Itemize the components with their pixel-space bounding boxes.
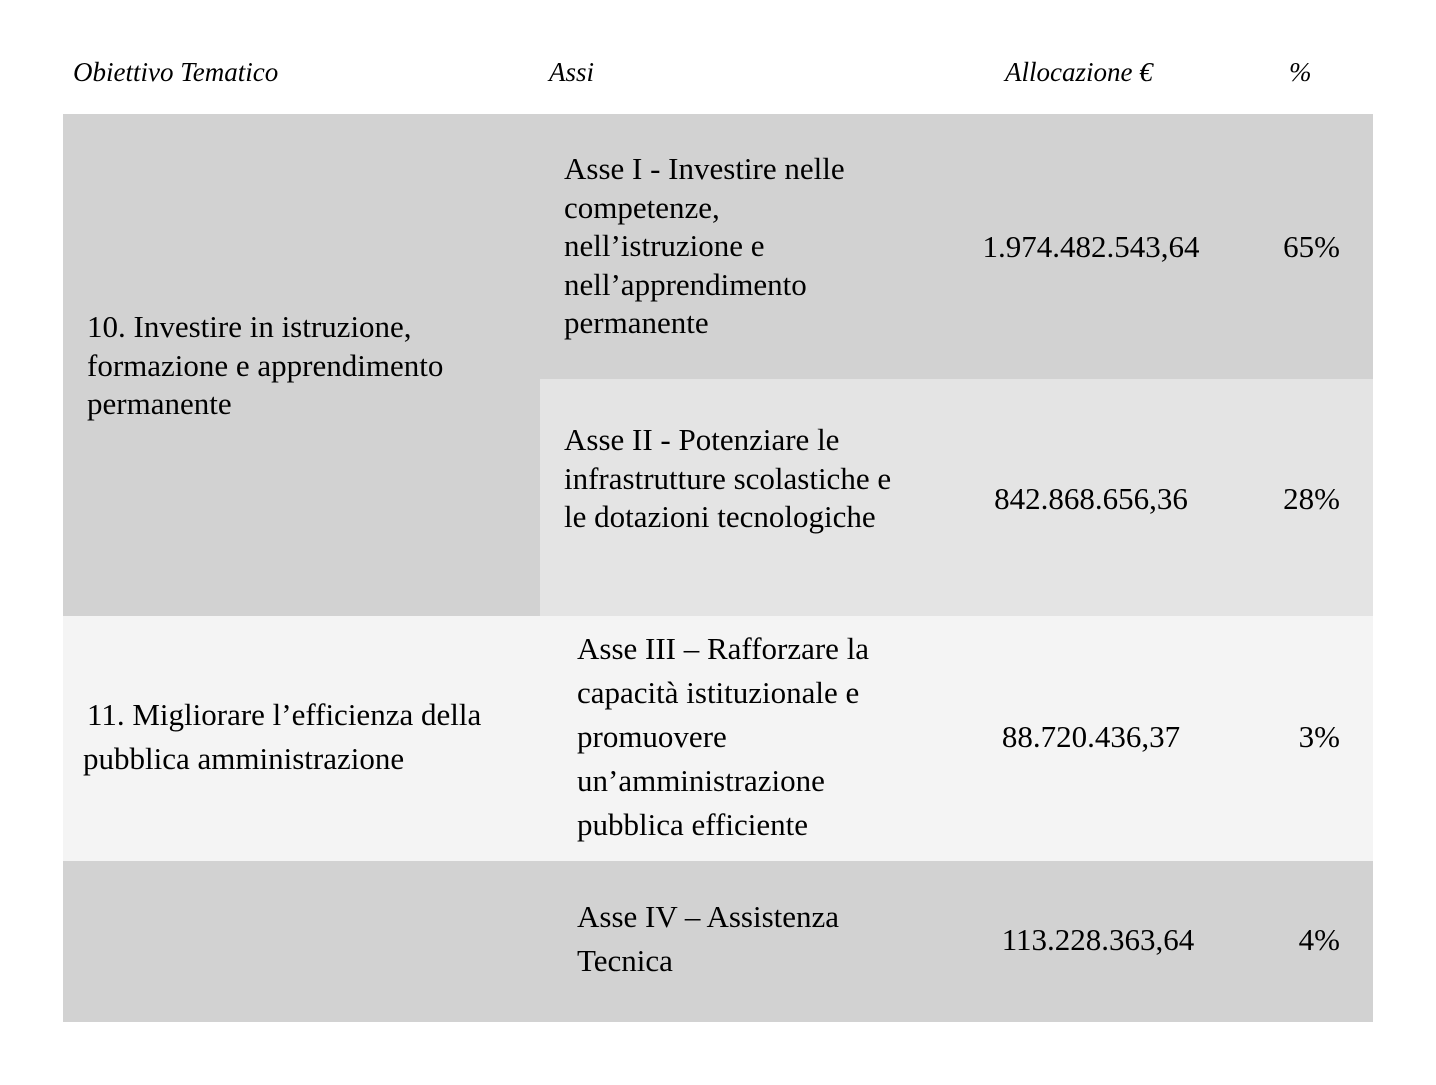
percent-cell: 3% [1298, 719, 1340, 754]
header-allocazione: Allocazione € [1005, 57, 1153, 87]
allocazione-cell: 1.974.482.543,64 [982, 229, 1200, 264]
allocazione-cell: 842.868.656,36 [994, 481, 1188, 516]
objective-11-cell: 11. Migliorare l’efficienza della pubblica amministrazione [83, 697, 482, 776]
percent-cell: 4% [1298, 922, 1340, 957]
header-obiettivo-tematico: Obiettivo Tematico [73, 57, 279, 87]
percent-cell: 28% [1283, 481, 1340, 516]
allocazione-cell: 113.228.363,64 [1001, 922, 1195, 957]
percent-cell: 65% [1283, 229, 1340, 264]
objective-10-cell: 10. Investire in istruzione, formazione e apprendimento permanente [87, 309, 444, 421]
header-assi: Assi [549, 57, 595, 87]
allocazione-cell: 88.720.436,37 [1001, 719, 1181, 754]
asse-cell: Asse IV – Assistenza Tecnica [577, 899, 840, 978]
asse-cell: Asse III – Rafforzare la capacità istituzionale e promuovere un’amministrazione pubblica efficiente [577, 631, 870, 842]
asse-cell: Asse I - Investire nelle competenze, nell’istruzione e nell’apprendimento permanente [564, 151, 845, 340]
asse-cell: Asse II - Potenziare le infrastrutture scolastiche e le dotazioni tecnologiche [564, 422, 892, 534]
header-percent: % [1289, 57, 1312, 87]
